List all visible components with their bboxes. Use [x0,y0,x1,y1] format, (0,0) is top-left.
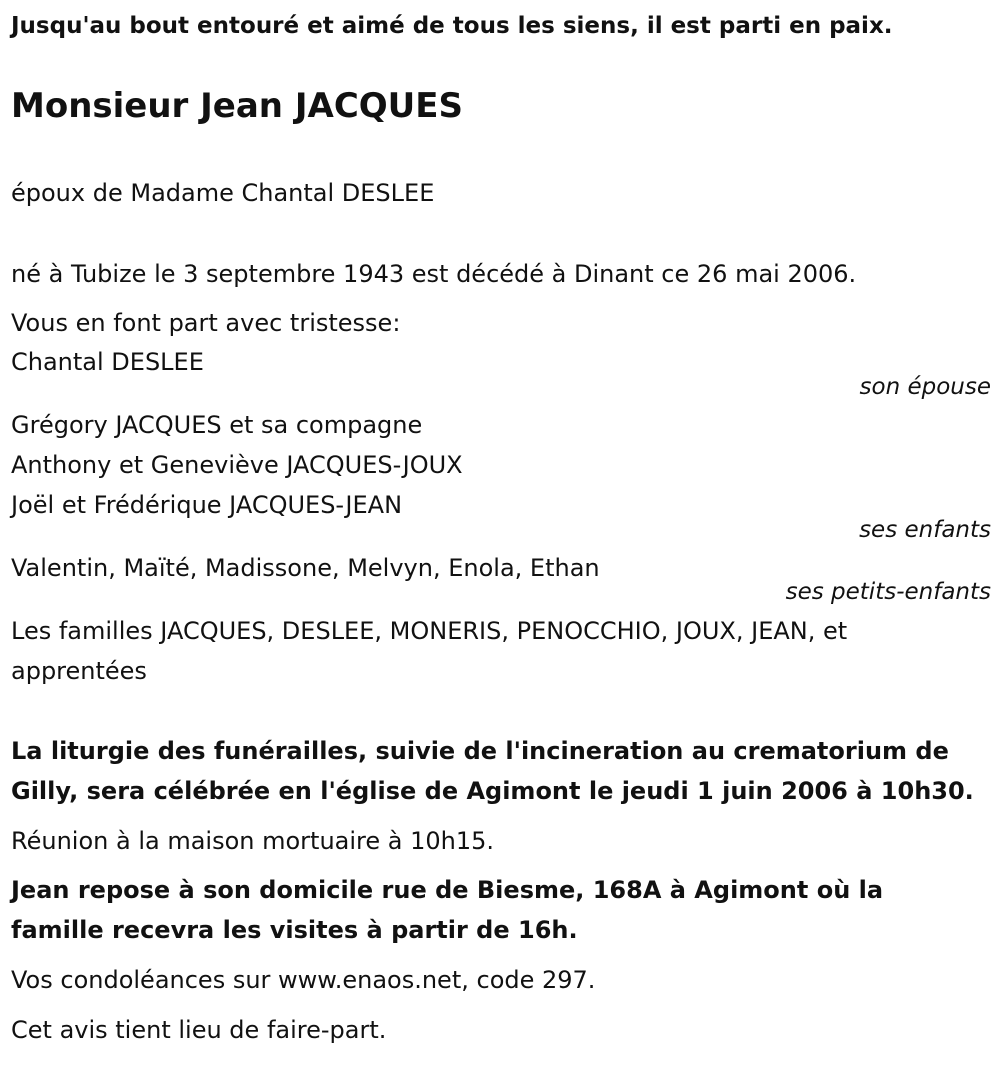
announce-line: Vous en font part avec tristesse: [11,309,401,337]
intro-text: Jusqu'au bout entouré et aimé de tous les siens, il est parti en paix. [11,13,893,39]
family-name: Anthony et Geneviève JACQUES-JOUX [11,451,463,479]
families-line: apprentées [11,657,147,685]
spouse-line: époux de Madame Chantal DESLEE [11,179,435,207]
condolences-line: Vos condoléances sur www.enaos.net, code 297. [11,966,596,994]
notice-line: Cet avis tient lieu de faire-part. [11,1016,387,1044]
family-name: Valentin, Maïté, Madissone, Melvyn, Enola, Ethan [11,554,600,582]
relation-label: ses petits-enfants [785,579,991,605]
funeral-line: Gilly, sera célébrée en l'église de Agimont le jeudi 1 juin 2006 à 10h30. [11,777,974,805]
relation-label: ses enfants [859,517,991,543]
relation-label: son épouse [859,374,991,400]
meeting-line: Réunion à la maison mortuaire à 10h15. [11,827,495,855]
family-name: Grégory JACQUES et sa compagne [11,411,423,439]
deceased-name: Monsieur Jean JACQUES [11,86,463,126]
repose-line: famille recevra les visites à partir de 16h. [11,916,578,944]
family-name: Chantal DESLEE [11,348,204,376]
birth-death-line: né à Tubize le 3 septembre 1943 est décédé à Dinant ce 26 mai 2006. [11,260,857,288]
funeral-line: La liturgie des funérailles, suivie de l'incineration au crematorium de [11,737,949,765]
families-line: Les familles JACQUES, DESLEE, MONERIS, PENOCCHIO, JOUX, JEAN, et [11,617,848,645]
repose-line: Jean repose à son domicile rue de Biesme, 168A à Agimont où la [11,876,884,904]
family-name: Joël et Frédérique JACQUES-JEAN [11,491,403,519]
